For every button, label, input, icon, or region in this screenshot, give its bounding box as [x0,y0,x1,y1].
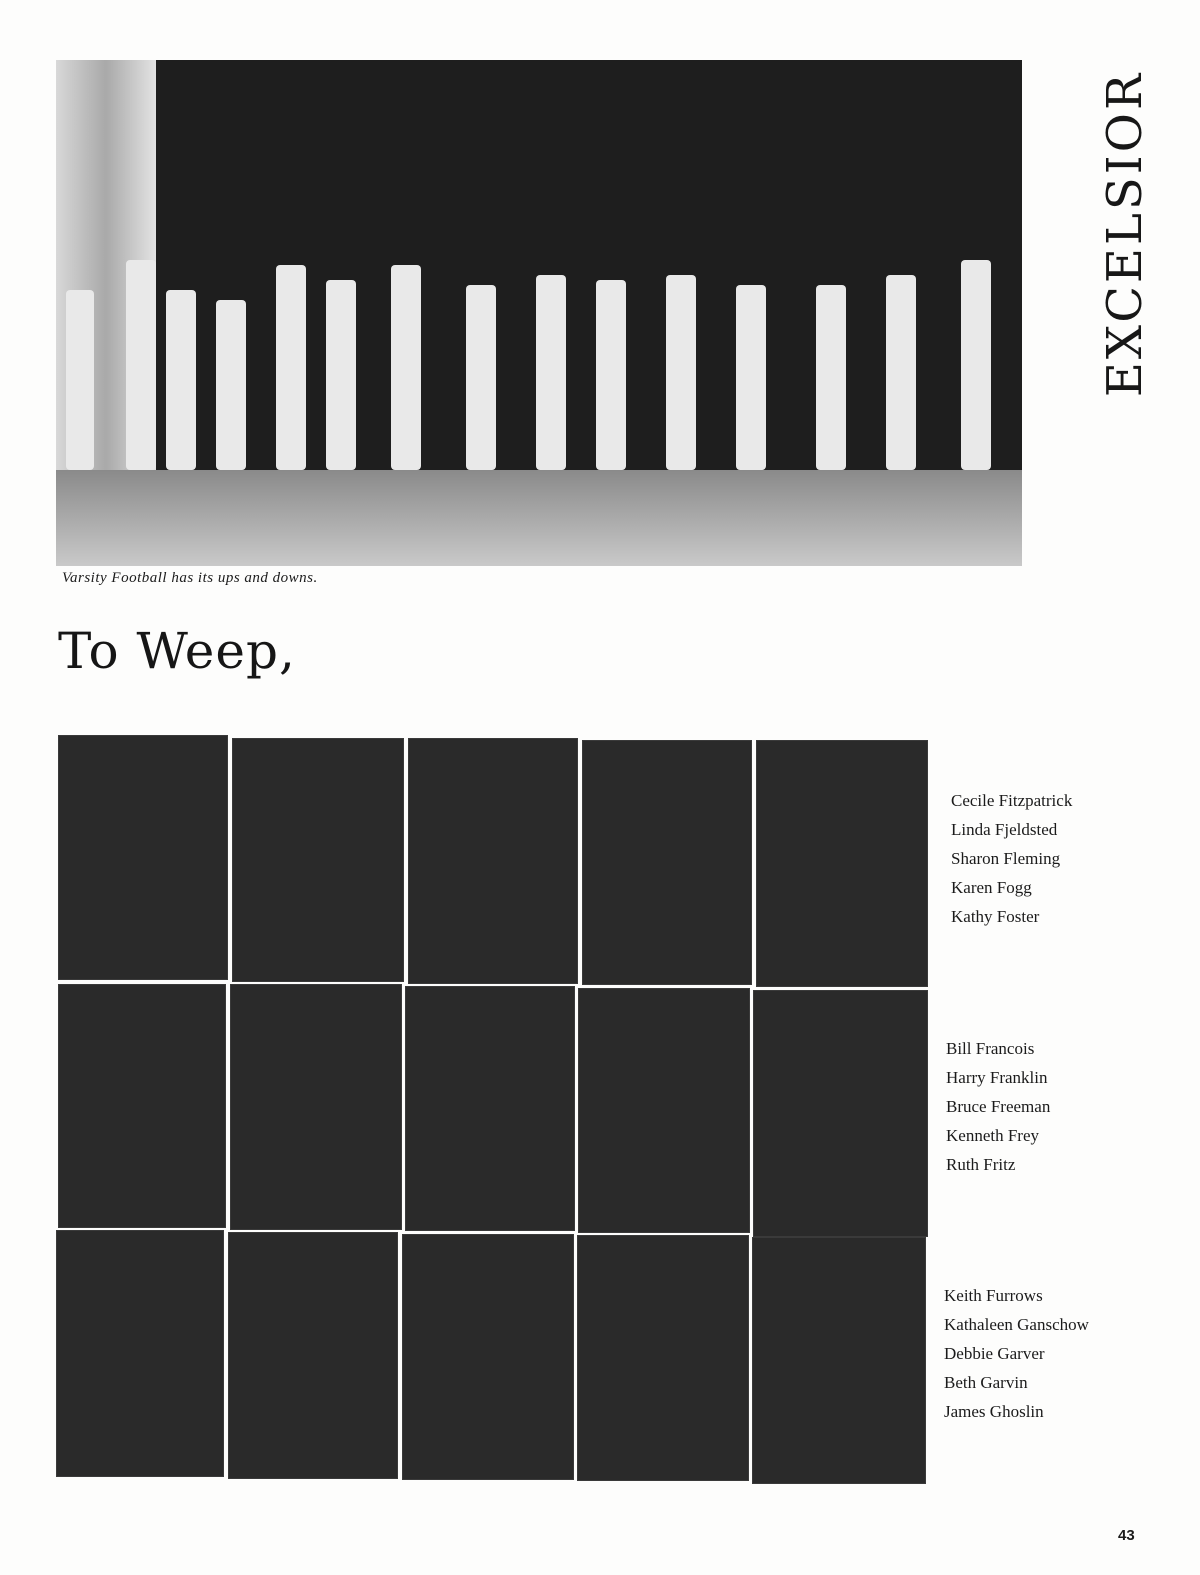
portrait [578,988,750,1233]
portrait [408,738,578,984]
section-heading: To Weep, [58,622,296,680]
portrait [230,984,402,1230]
list-item: Cecile Fitzpatrick [951,791,1073,810]
list-item: Debbie Garver [944,1344,1045,1363]
photo-caption: Varsity Football has its ups and downs. [62,570,318,586]
portrait [753,990,928,1237]
team-on-stage-photo-icon [56,60,1022,566]
portrait [582,740,752,985]
list-item: Beth Garvin [944,1373,1028,1392]
name-list-row-3 [944,1281,1089,1426]
portrait [405,986,575,1231]
portrait [56,1230,224,1477]
list-item: James Ghoslin [944,1402,1044,1421]
page-number: 43 [1118,1527,1135,1544]
list-item: Linda Fjeldsted [951,820,1058,839]
name-list-row-1 [951,786,1072,931]
yearbook-title: EXCELSIOR [1097,70,1153,398]
list-item: Kathaleen Ganschow [944,1315,1089,1334]
portrait [402,1234,574,1480]
portrait [58,984,226,1228]
list-item: Bill Francois [946,1039,1035,1058]
portrait [228,1232,398,1479]
list-item: Bruce Freeman [946,1097,1051,1116]
list-item: Kenneth Frey [946,1126,1040,1145]
portrait [577,1235,749,1481]
list-item: Sharon Fleming [951,849,1061,868]
portrait [756,740,928,987]
portrait [752,1237,926,1484]
list-item: Keith Furrows [944,1286,1043,1305]
list-item: Ruth Fritz [946,1155,1016,1174]
list-item: Kathy Foster [951,907,1040,926]
portrait [232,738,404,982]
team-photo [56,60,1022,566]
portrait [58,735,228,980]
list-item: Karen Fogg [951,878,1032,897]
list-item: Harry Franklin [946,1068,1048,1087]
name-list-row-2 [946,1034,1050,1179]
